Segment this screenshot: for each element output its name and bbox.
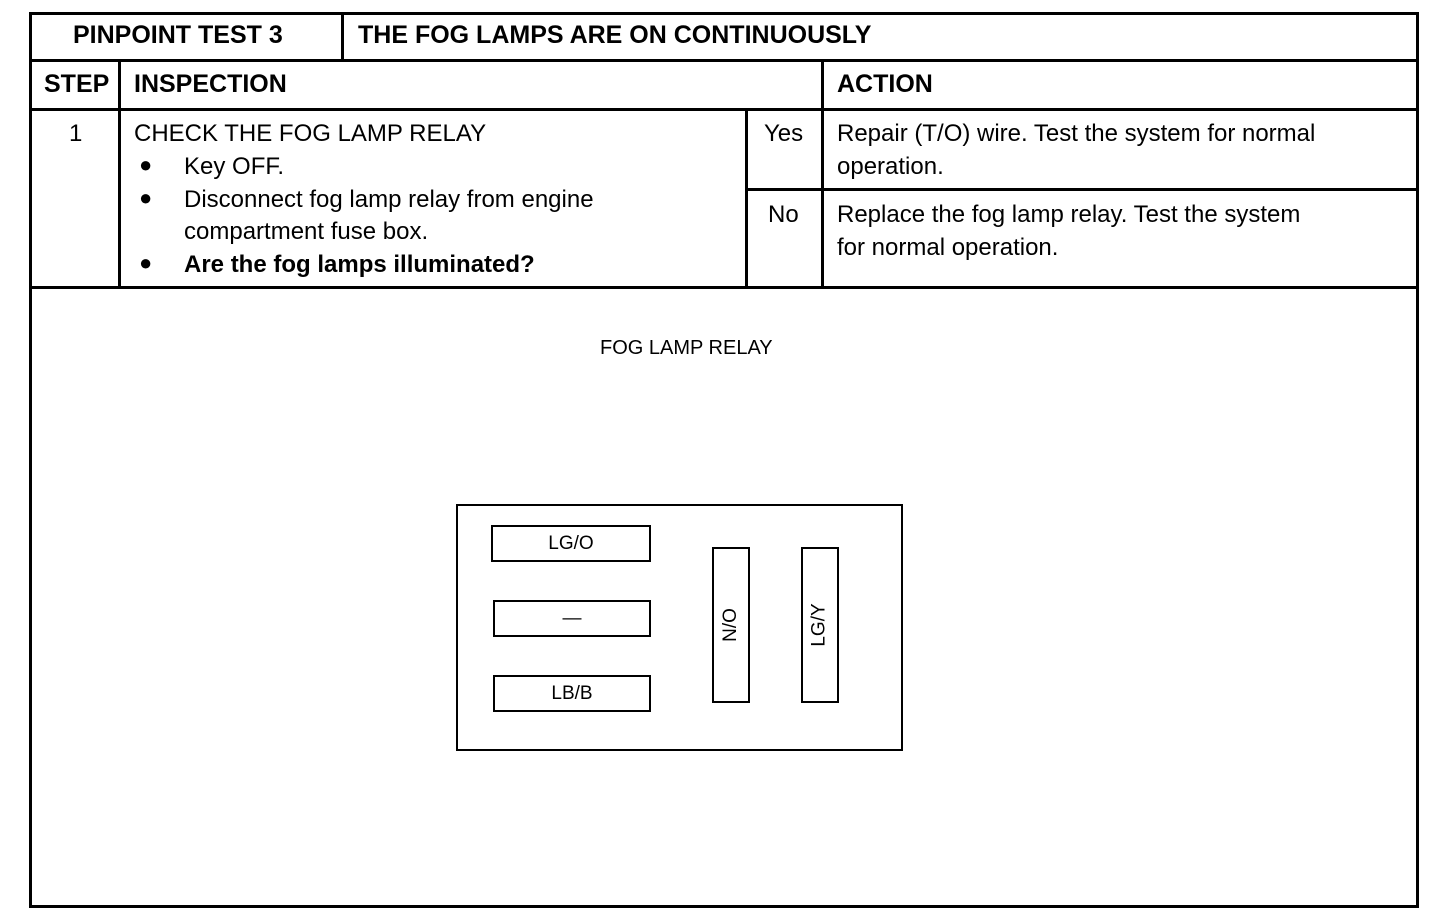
terminal-n-o-label: N/O [720, 608, 741, 642]
test-title: THE FOG LAMPS ARE ON CONTINUOUSLY [358, 21, 872, 49]
bullet-1-icon: ● [139, 152, 153, 177]
terminal-lg-o [491, 525, 651, 562]
column-inspection: INSPECTION [134, 70, 287, 98]
bullet-2-icon: ● [139, 185, 153, 210]
terminal-empty [493, 600, 651, 637]
terminal-n-o [712, 547, 750, 703]
terminal-lb-b [493, 675, 651, 712]
no-action-line-2: for normal operation. [837, 234, 1059, 261]
step-row-divider [29, 286, 1419, 289]
terminal-lb-b-label: LB/B [551, 682, 593, 704]
terminal-lg-y [801, 547, 839, 703]
action-column-divider [821, 59, 824, 289]
yes-action-line-1: Repair (T/O) wire. Test the system for normal [837, 120, 1316, 147]
inspection-bullet-2-cont: compartment fuse box. [184, 218, 429, 245]
terminal-lg-o-label: LG/O [548, 532, 594, 554]
answer-column-divider [745, 110, 748, 289]
inspection-bullet-1: Key OFF. [184, 153, 285, 180]
title-divider [341, 12, 344, 61]
terminal-lg-y-label: LG/Y [809, 603, 830, 647]
step-number: 1 [69, 120, 83, 147]
column-action: ACTION [837, 70, 933, 98]
inspection-title: CHECK THE FOG LAMP RELAY [134, 120, 487, 147]
header-divider [29, 59, 1419, 62]
column-header-divider [29, 108, 1419, 111]
terminal-empty-label: — [562, 607, 582, 629]
inspection-bullet-2: Disconnect fog lamp relay from engine [184, 186, 594, 213]
inspection-question: Are the fog lamps illuminated? [184, 251, 535, 278]
test-id: PINPOINT TEST 3 [73, 21, 283, 49]
bullet-3-icon: ● [139, 250, 153, 275]
no-label: No [768, 201, 799, 228]
yes-no-divider [745, 188, 1419, 191]
no-action-line-1: Replace the fog lamp relay. Test the system [837, 201, 1301, 228]
diagram-title: FOG LAMP RELAY [600, 337, 773, 359]
column-step: STEP [44, 70, 110, 98]
yes-action-line-2: operation. [837, 153, 944, 180]
yes-label: Yes [764, 120, 804, 147]
step-column-divider [118, 59, 121, 289]
